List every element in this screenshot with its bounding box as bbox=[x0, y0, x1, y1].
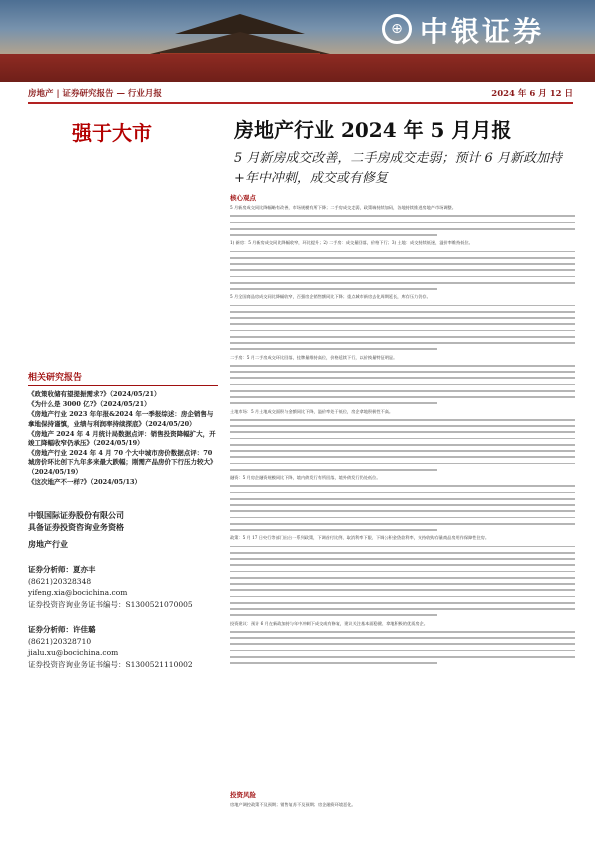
divider bbox=[28, 102, 573, 104]
company-qualification: 具备证券投资咨询业务资格 bbox=[28, 522, 124, 533]
analyst-name: 证券分析师：夏亦丰 bbox=[28, 565, 96, 575]
palace-wall bbox=[0, 54, 595, 82]
report-date: 2024 年 6 月 12 日 bbox=[491, 89, 573, 99]
analyst-cert: 证券投资咨询业务证书编号：S1300521070005 bbox=[28, 599, 193, 609]
related-report-link[interactable]: 《房地产行业 2024 年 4 月 70 个大中城市房价数据点评：70 城房价环比创下九年多来最大跌幅；刚需产品房价下行压力较大》（2024/05/19） bbox=[28, 449, 217, 476]
body-paragraph: 5 月新房成交同比降幅略有改善，市场规模有所下降；二手房成交走弱，政策端持续加码，各地持续推进房地产市场调整。 bbox=[230, 205, 456, 210]
body-paragraph: 土地市场：5 月土地成交面积与金额同比下降，溢价率处于低位，房企拿地积极性不高。 bbox=[230, 408, 394, 414]
boc-logo-icon: ⊕ bbox=[382, 14, 412, 44]
body-paragraph: 二手房：5 月二手房成交环比回落，挂牌量维持高位，价格延续下行，以价换量特征明显。 bbox=[230, 354, 398, 360]
risk-heading: 投资风险 bbox=[230, 791, 256, 799]
body-paragraph: 1) 新房：5 月新房成交同比降幅收窄，环比提升；2) 二手房：成交量回落，价格下行；3) 土地：成交持续低迷，溢价率维持低位。 bbox=[230, 240, 473, 246]
company-info bbox=[28, 509, 218, 533]
brand-name: 中银证券 bbox=[420, 15, 545, 48]
report-category: 房地产 | 证券研究报告 — 行业月报 bbox=[28, 89, 162, 99]
related-report-link[interactable]: 《政策收储有望提振需求?》（2024/05/21） bbox=[28, 390, 161, 398]
risk-text: 房地产调控政策不及预期；销售复苏不及预期；房企融资环境恶化。 bbox=[230, 802, 356, 807]
analyst-phone: (8621)20328710 bbox=[28, 636, 92, 646]
analyst-cert: 证券投资咨询业务证书编号：S1300521110002 bbox=[28, 659, 193, 669]
analyst-card bbox=[28, 624, 218, 670]
text-block bbox=[230, 483, 575, 533]
analyst-phone: (8621)20328348 bbox=[28, 576, 92, 586]
report-info-bar bbox=[28, 85, 573, 101]
report-body bbox=[230, 193, 575, 668]
text-block bbox=[230, 544, 575, 619]
text-block bbox=[230, 303, 575, 353]
report-title: 房地产行业 2024 年 5 月月报 bbox=[234, 118, 512, 142]
text-block bbox=[230, 417, 575, 473]
palace-roof-upper bbox=[175, 14, 305, 34]
industry-label: 房地产行业 bbox=[28, 539, 68, 550]
body-paragraph: 融资：5 月房企融资规模同比下降，境内债发行有所回落，境外债发行仍处低位。 bbox=[230, 475, 381, 480]
industry-rating: 强于大市 bbox=[72, 121, 152, 145]
body-paragraph: 5 月全国商品房成交同比降幅收窄，百强房企销售额同比下降；重点城市新房去化周期延长，库存压力仍存。 bbox=[230, 294, 431, 300]
body-paragraph: 政策：5 月 17 日央行等部门出台一系列政策，下调首付比例、取消利率下限、下调公积金贷款利率，支持收购存量商品房用作保障性住房。 bbox=[230, 535, 490, 541]
core-views-heading: 核心观点 bbox=[230, 194, 256, 202]
analyst-name: 证券分析师：许佳璐 bbox=[28, 625, 96, 635]
company-name: 中银国际证券股份有限公司 bbox=[28, 510, 124, 521]
header-banner bbox=[0, 0, 595, 82]
text-block bbox=[230, 363, 575, 407]
text-block bbox=[230, 213, 575, 238]
related-report-link[interactable]: 《房地产行业 2023 年年报&2024 年一季报综述：房企销售与拿地保持谨慎，业绩与利润率持续探底》（2024/05/20） bbox=[28, 410, 214, 428]
body-paragraph: 投资建议：预计 6 月在新政加持与年中冲刺下成交或有修复，建议关注基本面稳健、拿地积极的优质房企。 bbox=[230, 620, 428, 626]
sidebar bbox=[28, 370, 218, 670]
risk-section bbox=[230, 790, 575, 810]
analyst-email[interactable]: yifeng.xia@bocichina.com bbox=[28, 588, 128, 598]
report-subtitle: 5 月新房成交改善，二手房成交走弱；预计 6 月新政加持+年中冲刺，成交或有修复 bbox=[234, 151, 562, 186]
text-block bbox=[230, 249, 575, 293]
related-reports-heading: 相关研究报告 bbox=[28, 370, 218, 386]
analyst-card bbox=[28, 564, 218, 610]
analyst-email[interactable]: jialu.xu@bocichina.com bbox=[28, 648, 119, 658]
related-report-link[interactable]: 《这次地产不一样?》（2024/05/13） bbox=[28, 477, 141, 486]
palace-roof-lower bbox=[150, 32, 330, 54]
text-block bbox=[230, 629, 575, 667]
related-report-link[interactable]: 《为什么是 3000 亿?》（2024/05/21） bbox=[28, 400, 151, 409]
related-report-link[interactable]: 《房地产 2024 年 4 月统计局数据点评：销售投资降幅扩大，开竣工降幅收窄仍承压》（2024/05/19） bbox=[28, 429, 216, 448]
